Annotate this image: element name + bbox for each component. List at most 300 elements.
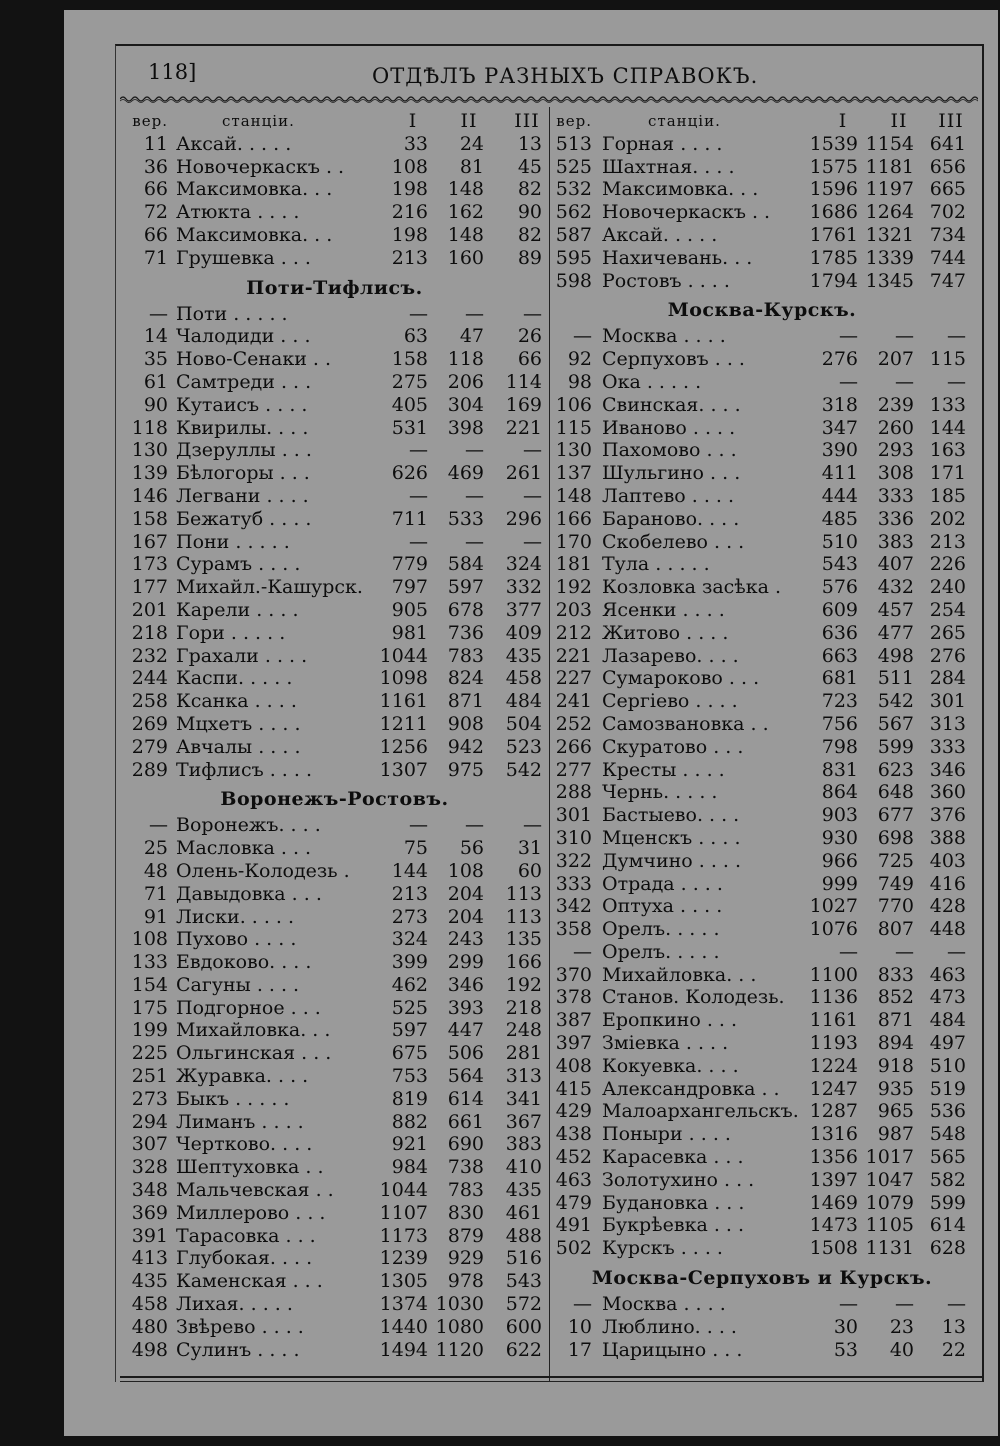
table-row bbox=[122, 576, 547, 599]
station-name-cell: Лазарево. . . . bbox=[602, 644, 739, 667]
versts-cell: 258 bbox=[131, 690, 168, 713]
class-3-fare: — bbox=[947, 325, 966, 348]
station-name-cell: Ясенки . . . . bbox=[602, 598, 725, 621]
versts-cell: 415 bbox=[555, 1077, 592, 1100]
class-2-fare: 457 bbox=[877, 598, 914, 621]
station-name-cell: Козловка засѣка . bbox=[602, 576, 782, 599]
class-1-fare: 1440 bbox=[379, 1315, 428, 1338]
table-row bbox=[552, 1055, 972, 1078]
table-row bbox=[122, 928, 547, 951]
class-3-fare: 313 bbox=[929, 712, 966, 735]
table-row bbox=[122, 713, 547, 736]
versts-cell: 137 bbox=[555, 462, 592, 485]
class-2-fare: 830 bbox=[447, 1201, 484, 1224]
class-2-fare: 677 bbox=[877, 804, 914, 827]
station-name-cell: Атюкта . . . . bbox=[176, 201, 300, 224]
versts-cell: 10 bbox=[567, 1315, 592, 1338]
class-2-fare: 736 bbox=[447, 621, 484, 644]
table-row bbox=[122, 1179, 547, 1202]
versts-cell: 133 bbox=[131, 951, 168, 974]
class-3-fare: 89 bbox=[517, 246, 542, 269]
class-3-fare: 281 bbox=[505, 1042, 542, 1065]
station-name-cell: Царицыно . . . bbox=[602, 1338, 743, 1361]
versts-cell: 72 bbox=[143, 201, 168, 224]
class-3-fare: 516 bbox=[505, 1247, 542, 1270]
table-row bbox=[552, 1192, 972, 1215]
class-3-fare: 360 bbox=[929, 781, 966, 804]
class-3-fare: 383 bbox=[505, 1133, 542, 1156]
versts-cell: 181 bbox=[555, 553, 592, 576]
station-name-cell: Михайл.-Кашурск. bbox=[176, 576, 363, 599]
table-row bbox=[552, 1123, 972, 1146]
table-row bbox=[552, 986, 972, 1009]
class-1-fare: 1307 bbox=[379, 758, 428, 781]
class-1-fare: 390 bbox=[821, 439, 858, 462]
class-1-fare: 405 bbox=[391, 393, 428, 416]
versts-cell: 435 bbox=[131, 1270, 168, 1293]
station-name-cell: Мцхетъ . . . . bbox=[176, 712, 301, 735]
station-name-cell: Новочеркаскъ . . bbox=[602, 201, 771, 224]
station-name-cell: Самозвановка . . bbox=[602, 712, 769, 735]
class-3-header: III bbox=[938, 110, 964, 132]
station-name-cell: Ксанка . . . . bbox=[176, 690, 297, 713]
class-2-fare: 978 bbox=[447, 1270, 484, 1293]
class-1-fare: — bbox=[409, 302, 428, 325]
class-3-fare: 113 bbox=[505, 882, 542, 905]
station-name-cell: Малоархангельскъ. bbox=[602, 1100, 799, 1123]
class-2-fare: 56 bbox=[459, 837, 484, 860]
versts-cell: 310 bbox=[555, 826, 592, 849]
class-3-fare: 747 bbox=[929, 269, 966, 292]
class-3-fare: 333 bbox=[929, 735, 966, 758]
table-row bbox=[122, 1042, 547, 1065]
versts-cell: 348 bbox=[131, 1179, 168, 1202]
class-1-fare: 636 bbox=[821, 621, 858, 644]
table-row bbox=[552, 759, 972, 782]
class-1-fare: 1316 bbox=[809, 1123, 858, 1146]
versts-cell: 203 bbox=[555, 598, 592, 621]
table-row bbox=[122, 736, 547, 759]
class-3-fare: — bbox=[523, 439, 542, 462]
table-row bbox=[122, 997, 547, 1020]
station-name-cell: Чертково. . . . bbox=[176, 1133, 313, 1156]
station-name-cell: Грахали . . . . bbox=[176, 644, 308, 667]
class-2-fare: 661 bbox=[447, 1110, 484, 1133]
station-name-cell: Горная . . . . bbox=[602, 132, 723, 155]
class-3-fare: 463 bbox=[929, 963, 966, 986]
versts-cell: 279 bbox=[131, 735, 168, 758]
versts-cell: 146 bbox=[131, 484, 168, 507]
table-row bbox=[122, 974, 547, 997]
class-2-fare: 260 bbox=[877, 416, 914, 439]
class-1-fare: 273 bbox=[391, 905, 428, 928]
class-2-fare: 623 bbox=[877, 758, 914, 781]
class-2-fare: 304 bbox=[447, 393, 484, 416]
class-2-fare: 965 bbox=[877, 1100, 914, 1123]
class-2-fare: 1079 bbox=[865, 1191, 914, 1214]
versts-cell: 429 bbox=[555, 1100, 592, 1123]
table-row bbox=[122, 1065, 547, 1088]
station-name-cell: Москва . . . . bbox=[602, 325, 726, 348]
class-1-fare: 663 bbox=[821, 644, 858, 667]
class-2-fare: 239 bbox=[877, 393, 914, 416]
station-name-cell: Поныри . . . . bbox=[602, 1123, 731, 1146]
class-3-fare: 284 bbox=[929, 667, 966, 690]
versts-cell: — bbox=[573, 325, 592, 348]
table-row bbox=[122, 906, 547, 929]
class-2-fare: — bbox=[465, 484, 484, 507]
class-3-fare: 324 bbox=[505, 553, 542, 576]
class-3-fare: 542 bbox=[505, 758, 542, 781]
table-row bbox=[122, 860, 547, 883]
class-2-fare: 293 bbox=[877, 439, 914, 462]
class-3-fare: 416 bbox=[929, 872, 966, 895]
class-1-fare: 33 bbox=[403, 132, 428, 155]
class-3-fare: 656 bbox=[929, 155, 966, 178]
versts-cell: 71 bbox=[143, 882, 168, 905]
class-1-fare: 1098 bbox=[379, 667, 428, 690]
section-title: Поти-Тифлисъ. bbox=[246, 276, 423, 299]
class-2-fare: 567 bbox=[877, 712, 914, 735]
class-3-fare: — bbox=[523, 814, 542, 837]
class-2-fare: 614 bbox=[447, 1087, 484, 1110]
class-1-fare: 1136 bbox=[809, 986, 858, 1009]
station-name-cell: Каспи. . . . . bbox=[176, 667, 293, 690]
versts-cell: 25 bbox=[143, 837, 168, 860]
table-row bbox=[552, 781, 972, 804]
versts-cell: 525 bbox=[555, 155, 592, 178]
column-divider bbox=[549, 107, 550, 1382]
table-row bbox=[122, 1156, 547, 1179]
class-1-fare: 1224 bbox=[809, 1054, 858, 1077]
class-1-fare: 531 bbox=[391, 416, 428, 439]
class-3-fare: 313 bbox=[505, 1065, 542, 1088]
class-2-fare: 533 bbox=[447, 507, 484, 530]
class-2-header: II bbox=[890, 110, 908, 132]
table-row bbox=[122, 394, 547, 417]
versts-cell: 244 bbox=[131, 667, 168, 690]
class-1-fare: 711 bbox=[391, 507, 428, 530]
class-2-fare: 918 bbox=[877, 1054, 914, 1077]
versts-cell: 11 bbox=[143, 132, 168, 155]
station-name-cell: Тарасовка . . . bbox=[176, 1224, 316, 1247]
versts-cell: 370 bbox=[555, 963, 592, 986]
class-3-fare: 565 bbox=[929, 1146, 966, 1169]
table-row bbox=[122, 1088, 547, 1111]
station-name-cell: Бастыево. . . . bbox=[602, 804, 740, 827]
class-2-fare: 929 bbox=[447, 1247, 484, 1270]
table-row bbox=[122, 645, 547, 668]
table-row bbox=[552, 270, 972, 293]
class-3-fare: 171 bbox=[929, 462, 966, 485]
class-3-fare: 26 bbox=[517, 325, 542, 348]
class-1-fare: 1575 bbox=[809, 155, 858, 178]
class-3-fare: 346 bbox=[929, 758, 966, 781]
class-3-fare: 435 bbox=[505, 1179, 542, 1202]
class-1-fare: 216 bbox=[391, 201, 428, 224]
class-3-fare: 213 bbox=[929, 530, 966, 553]
versts-cell: 479 bbox=[555, 1191, 592, 1214]
station-name-cell: Житово . . . . bbox=[602, 621, 729, 644]
class-2-fare: 935 bbox=[877, 1077, 914, 1100]
column-header-row bbox=[552, 110, 972, 133]
station-name-cell: Воронежъ. . . . bbox=[176, 814, 321, 837]
station-name-cell: Александровка . . bbox=[602, 1077, 780, 1100]
class-3-fare: 82 bbox=[517, 178, 542, 201]
versts-cell: 277 bbox=[555, 758, 592, 781]
class-2-fare: 207 bbox=[877, 348, 914, 371]
station-name-cell: Пахомово . . . bbox=[602, 439, 737, 462]
versts-cell: 333 bbox=[555, 872, 592, 895]
class-3-fare: 22 bbox=[941, 1338, 966, 1361]
class-2-fare: 1321 bbox=[865, 223, 914, 246]
station-name-cell: Мальчевская . . bbox=[176, 1179, 334, 1202]
station-name-cell: Максимовка. . . bbox=[602, 178, 759, 201]
versts-cell: 218 bbox=[131, 621, 168, 644]
class-1-fare: 158 bbox=[391, 348, 428, 371]
class-2-fare: 148 bbox=[447, 178, 484, 201]
class-2-fare: 1154 bbox=[865, 132, 914, 155]
class-2-fare: 879 bbox=[447, 1224, 484, 1247]
versts-cell: 502 bbox=[555, 1237, 592, 1260]
class-1-fare: 609 bbox=[821, 598, 858, 621]
table-row bbox=[122, 883, 547, 906]
versts-cell: 369 bbox=[131, 1201, 168, 1224]
class-2-fare: 1181 bbox=[865, 155, 914, 178]
class-3-fare: — bbox=[523, 302, 542, 325]
table-row bbox=[552, 156, 972, 179]
class-3-fare: 226 bbox=[929, 553, 966, 576]
table-row bbox=[552, 804, 972, 827]
station-name-cell: Курскъ . . . . bbox=[602, 1237, 723, 1260]
class-2-fare: 40 bbox=[889, 1338, 914, 1361]
table-row bbox=[552, 850, 972, 873]
class-3-header: III bbox=[514, 110, 540, 132]
class-2-fare: 783 bbox=[447, 1179, 484, 1202]
versts-cell: 212 bbox=[555, 621, 592, 644]
class-3-fare: 185 bbox=[929, 484, 966, 507]
class-1-fare: 510 bbox=[821, 530, 858, 553]
station-name-cell: Быкъ . . . . . bbox=[176, 1087, 290, 1110]
versts-cell: 251 bbox=[131, 1065, 168, 1088]
class-1-fare: 723 bbox=[821, 690, 858, 713]
class-2-fare: 1264 bbox=[865, 201, 914, 224]
class-1-fare: 1247 bbox=[809, 1077, 858, 1100]
class-3-fare: 600 bbox=[505, 1315, 542, 1338]
station-name-cell: Ростовъ . . . . bbox=[602, 269, 730, 292]
class-3-fare: 448 bbox=[929, 918, 966, 941]
class-2-fare: 1030 bbox=[435, 1293, 484, 1316]
class-2-fare: 597 bbox=[447, 576, 484, 599]
table-row bbox=[122, 178, 547, 201]
table-row bbox=[122, 201, 547, 224]
class-1-fare: 1239 bbox=[379, 1247, 428, 1270]
table-row bbox=[122, 553, 547, 576]
versts-cell: 139 bbox=[131, 462, 168, 485]
class-1-fare: — bbox=[409, 484, 428, 507]
station-name-cell: Оптуха . . . . bbox=[602, 895, 723, 918]
table-row bbox=[552, 371, 972, 394]
table-row bbox=[552, 827, 972, 850]
class-3-fare: 296 bbox=[505, 507, 542, 530]
table-row bbox=[122, 247, 547, 270]
table-row bbox=[552, 1032, 972, 1055]
class-1-fare: 626 bbox=[391, 462, 428, 485]
table-row bbox=[122, 485, 547, 508]
table-row bbox=[122, 1019, 547, 1042]
station-name-cell: Михайловка. . . bbox=[176, 1019, 331, 1042]
station-name-cell: Шульгино . . . bbox=[602, 462, 741, 485]
table-row bbox=[552, 485, 972, 508]
versts-cell: — bbox=[573, 940, 592, 963]
versts-cell: 91 bbox=[143, 905, 168, 928]
station-name-cell: Тифлисъ . . . . bbox=[176, 758, 312, 781]
class-2-fare: 498 bbox=[877, 644, 914, 667]
versts-cell: 294 bbox=[131, 1110, 168, 1133]
class-3-fare: 135 bbox=[505, 928, 542, 951]
class-3-fare: 240 bbox=[929, 576, 966, 599]
class-3-fare: 403 bbox=[929, 849, 966, 872]
station-name-cell: Максимовка. . . bbox=[176, 223, 333, 246]
versts-cell: 158 bbox=[131, 507, 168, 530]
versts-cell: 221 bbox=[555, 644, 592, 667]
class-2-fare: 975 bbox=[447, 758, 484, 781]
class-3-fare: 377 bbox=[505, 598, 542, 621]
class-3-fare: 90 bbox=[517, 201, 542, 224]
class-3-fare: — bbox=[947, 370, 966, 393]
class-1-fare: — bbox=[839, 325, 858, 348]
station-name-cell: Лаптево . . . . bbox=[602, 484, 735, 507]
class-1-fare: 981 bbox=[391, 621, 428, 644]
table-row bbox=[122, 1111, 547, 1134]
class-2-fare: 24 bbox=[459, 132, 484, 155]
class-3-fare: 734 bbox=[929, 223, 966, 246]
table-row bbox=[552, 1146, 972, 1169]
class-1-fare: — bbox=[839, 1293, 858, 1316]
class-1-fare: 819 bbox=[391, 1087, 428, 1110]
station-name-cell: Кокуевка. . . . bbox=[602, 1054, 739, 1077]
class-2-fare: 648 bbox=[877, 781, 914, 804]
class-2-fare: 599 bbox=[877, 735, 914, 758]
table-row bbox=[122, 462, 547, 485]
class-2-fare: 206 bbox=[447, 370, 484, 393]
versts-cell: 118 bbox=[131, 416, 168, 439]
class-3-fare: 332 bbox=[505, 576, 542, 599]
versts-cell: 391 bbox=[131, 1224, 168, 1247]
table-row bbox=[552, 417, 972, 440]
class-1-fare: 1794 bbox=[809, 269, 858, 292]
running-title: ОТДѢЛЪ РАЗНЫХЪ СПРАВОКЪ. bbox=[372, 64, 759, 88]
table-row bbox=[122, 1247, 547, 1270]
class-3-fare: 254 bbox=[929, 598, 966, 621]
versts-cell: 170 bbox=[555, 530, 592, 553]
table-row bbox=[552, 1339, 972, 1362]
table-row bbox=[122, 439, 547, 462]
table-row bbox=[122, 303, 547, 326]
class-2-fare: 564 bbox=[447, 1065, 484, 1088]
table-row bbox=[552, 178, 972, 201]
table-row bbox=[552, 439, 972, 462]
class-3-fare: 115 bbox=[929, 348, 966, 371]
class-2-header: II bbox=[460, 110, 478, 132]
station-name-cell: Думчино . . . . bbox=[602, 849, 742, 872]
station-name-cell: Иваново . . . . bbox=[602, 416, 736, 439]
class-1-fare: 597 bbox=[391, 1019, 428, 1042]
table-row bbox=[552, 133, 972, 156]
class-3-fare: 133 bbox=[929, 393, 966, 416]
class-2-fare: — bbox=[465, 530, 484, 553]
station-name-cell: Зміевка . . . . bbox=[602, 1032, 729, 1055]
table-row bbox=[552, 1078, 972, 1101]
class-1-fare: — bbox=[409, 814, 428, 837]
class-3-fare: 744 bbox=[929, 246, 966, 269]
versts-cell: 130 bbox=[555, 439, 592, 462]
class-1-fare: 753 bbox=[391, 1065, 428, 1088]
station-name-cell: Кутаисъ . . . . bbox=[176, 393, 308, 416]
class-1-fare: 966 bbox=[821, 849, 858, 872]
column-header-row bbox=[122, 110, 547, 133]
station-name-cell: Ольгинская . . . bbox=[176, 1042, 332, 1065]
table-row bbox=[552, 1169, 972, 1192]
station-name-cell: Квирилы. . . . bbox=[176, 416, 309, 439]
class-2-fare: 1131 bbox=[865, 1237, 914, 1260]
class-1-fare: 213 bbox=[391, 882, 428, 905]
class-1-fare: 1076 bbox=[809, 918, 858, 941]
class-1-fare: 276 bbox=[821, 348, 858, 371]
class-1-fare: 1539 bbox=[809, 132, 858, 155]
versts-cell: 35 bbox=[143, 348, 168, 371]
table-row bbox=[122, 1316, 547, 1339]
page-number: 118] bbox=[148, 60, 197, 84]
class-3-fare: 82 bbox=[517, 223, 542, 246]
station-name-cell: Скобелево . . . bbox=[602, 530, 745, 553]
table-row bbox=[552, 736, 972, 759]
versts-cell: 413 bbox=[131, 1247, 168, 1270]
versts-cell: 269 bbox=[131, 712, 168, 735]
ornamental-rule bbox=[120, 92, 978, 106]
table-row bbox=[122, 1225, 547, 1248]
class-3-fare: 66 bbox=[517, 348, 542, 371]
class-3-fare: — bbox=[523, 484, 542, 507]
class-3-fare: 548 bbox=[929, 1123, 966, 1146]
versts-cell: 14 bbox=[143, 325, 168, 348]
table-row bbox=[552, 1316, 972, 1339]
class-3-fare: 192 bbox=[505, 973, 542, 996]
station-name-cell: Легвани . . . . bbox=[176, 484, 309, 507]
class-3-fare: — bbox=[947, 940, 966, 963]
section-title: Москва-Серпуховъ и Курскъ. bbox=[591, 1267, 933, 1290]
class-3-fare: 622 bbox=[505, 1338, 542, 1361]
class-3-fare: 202 bbox=[929, 507, 966, 530]
station-name-cell: Олень-Колодезь . bbox=[176, 859, 350, 882]
class-2-fare: 243 bbox=[447, 928, 484, 951]
table-row bbox=[122, 156, 547, 179]
versts-cell: 408 bbox=[555, 1054, 592, 1077]
class-1-fare: 756 bbox=[821, 712, 858, 735]
class-2-fare: 942 bbox=[447, 735, 484, 758]
class-1-fare: 275 bbox=[391, 370, 428, 393]
class-2-fare: 336 bbox=[877, 507, 914, 530]
class-3-fare: 614 bbox=[929, 1214, 966, 1237]
class-1-fare: 999 bbox=[821, 872, 858, 895]
class-1-fare: 1161 bbox=[809, 1009, 858, 1032]
table-row bbox=[552, 622, 972, 645]
class-3-fare: 261 bbox=[505, 462, 542, 485]
station-header: станціи. bbox=[222, 112, 295, 130]
class-3-fare: 45 bbox=[517, 155, 542, 178]
table-row bbox=[122, 622, 547, 645]
vers-header: вер. bbox=[556, 112, 592, 130]
